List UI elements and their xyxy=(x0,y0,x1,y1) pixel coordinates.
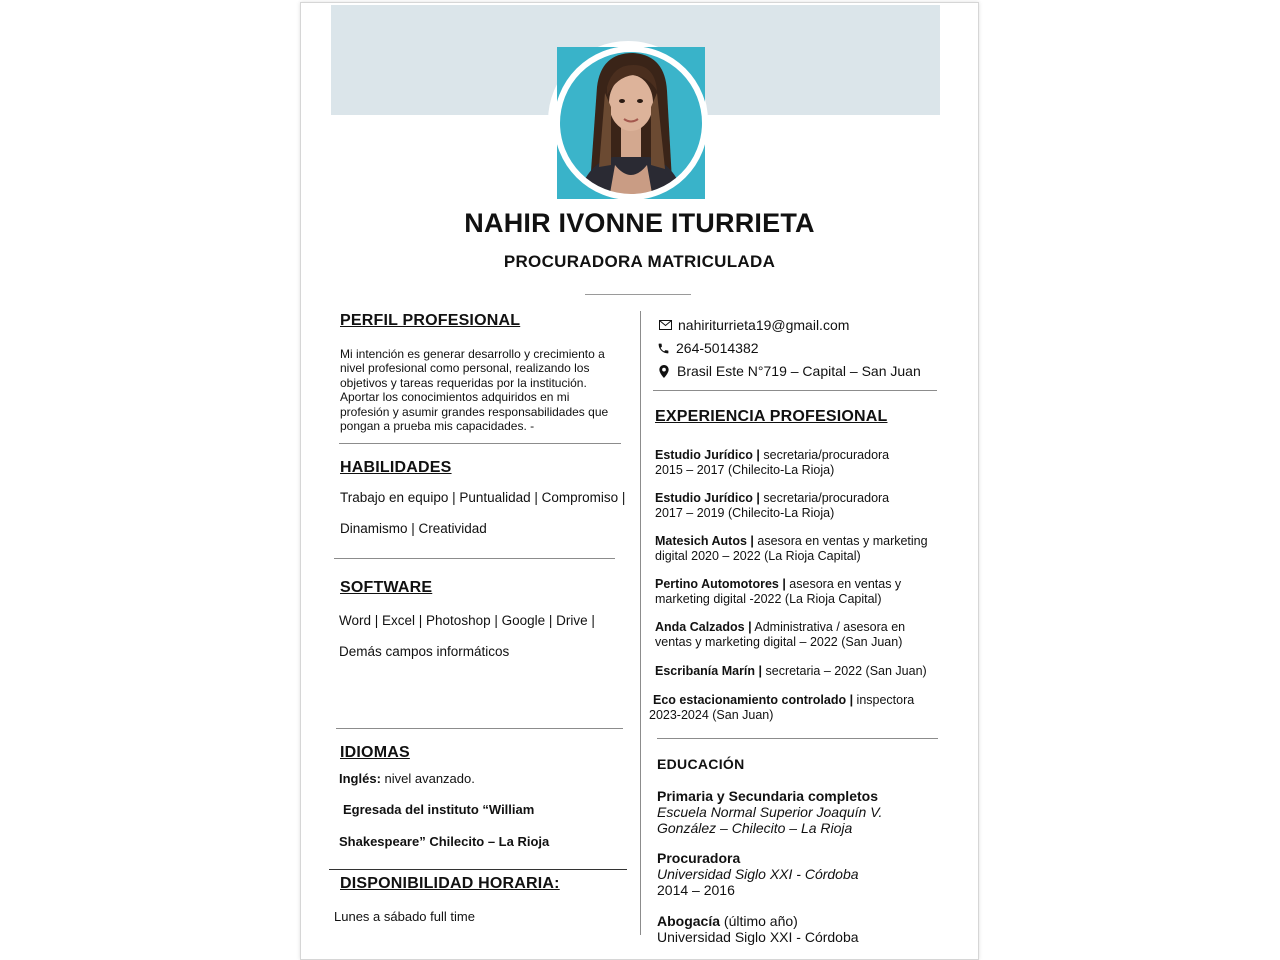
experience-item xyxy=(655,664,945,679)
divider xyxy=(657,738,938,739)
divider xyxy=(653,390,937,391)
company: Estudio Jurídico | xyxy=(655,448,760,462)
language-level: nivel avanzado. xyxy=(380,771,475,786)
divider xyxy=(339,443,621,444)
software-line: Demás campos informáticos xyxy=(339,644,510,659)
email-text: nahiriturrieta19@gmail.com xyxy=(678,317,850,333)
role: asesora en ventas y marketing xyxy=(753,534,928,548)
experience-item xyxy=(649,693,943,723)
school: Escuela Normal Superior Joaquín V. xyxy=(657,804,883,820)
degree: Procuradora xyxy=(657,850,741,866)
divider xyxy=(334,558,615,559)
address-text: Brasil Este N°719 – Capital – San Juan xyxy=(677,363,921,379)
profile-photo xyxy=(557,47,705,199)
idiomas-language xyxy=(339,771,475,787)
role: asesora en ventas y xyxy=(785,577,902,591)
habilidades-line: Trabajo en equipo | Puntualidad | Compromiso | xyxy=(340,490,626,505)
disponibilidad-title: DISPONIBILIDAD HORARIA: xyxy=(340,875,560,892)
software-line: Word | Excel | Photoshop | Google | Drive | xyxy=(339,613,595,628)
perfil-line: Aportar los conocimientos adquiridos en mi xyxy=(340,390,570,405)
perfil-line: Mi intención es generar desarrollo y crecimiento a xyxy=(340,347,605,361)
company: Pertino Automotores | xyxy=(655,577,786,591)
school: Universidad Siglo XXI - Córdoba xyxy=(657,929,859,945)
role: secretaria/procuradora xyxy=(759,491,890,505)
habilidades-title: HABILIDADES xyxy=(340,459,452,476)
divider xyxy=(336,728,623,729)
perfil-text xyxy=(340,347,630,433)
idiomas-line: Shakespeare” Chilecito – La Rioja xyxy=(339,834,550,849)
experience-item xyxy=(655,448,945,478)
disponibilidad-text: Lunes a sábado full time xyxy=(334,909,475,924)
perfil-line: profesión y asumir grandes responsabilidades que xyxy=(340,404,609,419)
company: Eco estacionamiento controlado | xyxy=(653,693,854,707)
phone-text: 264-5014382 xyxy=(676,340,759,356)
perfil-line: nivel profesional como personal, realizando los xyxy=(340,361,590,376)
perfil-title: PERFIL PROFESIONAL xyxy=(340,312,521,329)
phone-icon xyxy=(655,341,671,355)
experiencia-title: EXPERIENCIA PROFESIONAL xyxy=(655,408,888,425)
idiomas-line: Egresada del instituto “William xyxy=(343,802,535,817)
period: ventas y marketing digital – 2022 (San Juan) xyxy=(655,635,903,649)
location-pin-icon xyxy=(656,364,672,378)
period: 2017 – 2019 (Chilecito-La Rioja) xyxy=(655,506,835,520)
title-divider xyxy=(585,294,691,295)
experience-item xyxy=(655,491,945,521)
idiomas-title: IDIOMAS xyxy=(340,744,410,761)
period: marketing digital -2022 (La Rioja Capital) xyxy=(655,592,882,606)
role: secretaria – 2022 (San Juan) xyxy=(762,664,927,678)
school: Universidad Siglo XXI - Córdoba xyxy=(657,866,859,882)
school-location: González – Chilecito – La Rioja xyxy=(657,820,853,836)
degree: Abogacía xyxy=(657,913,721,929)
experience-item xyxy=(655,620,945,650)
role: inspectora xyxy=(853,693,915,707)
contact-phone xyxy=(655,340,759,356)
candidate-name: NAHIR IVONNE ITURRIETA xyxy=(464,208,815,238)
language-label: Inglés: xyxy=(339,771,381,786)
degree: Primaria y Secundaria completos xyxy=(657,788,878,804)
education-item xyxy=(657,913,947,945)
column-divider xyxy=(640,311,641,935)
company: Escribanía Marín | xyxy=(655,664,763,678)
experience-item xyxy=(655,577,945,607)
resume-page xyxy=(300,2,979,960)
education-item xyxy=(657,850,947,898)
company: Anda Calzados | xyxy=(655,620,752,634)
company: Matesich Autos | xyxy=(655,534,754,548)
company: Estudio Jurídico | xyxy=(655,491,760,505)
contact-email xyxy=(657,317,849,333)
years: 2014 – 2016 xyxy=(657,882,735,898)
period: 2023-2024 (San Juan) xyxy=(649,708,774,722)
habilidades-line: Dinamismo | Creatividad xyxy=(340,521,487,536)
educacion-title: EDUCACIÓN xyxy=(657,756,745,772)
software-title: SOFTWARE xyxy=(340,579,433,596)
role: secretaria/procuradora xyxy=(759,448,890,462)
degree-note: (último año) xyxy=(720,913,798,929)
experience-item xyxy=(655,534,945,564)
envelope-icon xyxy=(657,318,673,332)
role: Administrativa / asesora en xyxy=(751,620,906,634)
period: 2015 – 2017 (Chilecito-La Rioja) xyxy=(655,463,835,477)
contact-address xyxy=(656,363,921,379)
perfil-line: pongan a prueba mis capacidades. - xyxy=(340,419,535,434)
education-item xyxy=(657,788,947,836)
divider xyxy=(329,869,627,870)
period: digital 2020 – 2022 (La Rioja Capital) xyxy=(655,549,861,563)
candidate-title: PROCURADORA MATRICULADA xyxy=(503,252,776,271)
perfil-line: objetivos y tareas requeridas por la institución. xyxy=(340,375,587,390)
